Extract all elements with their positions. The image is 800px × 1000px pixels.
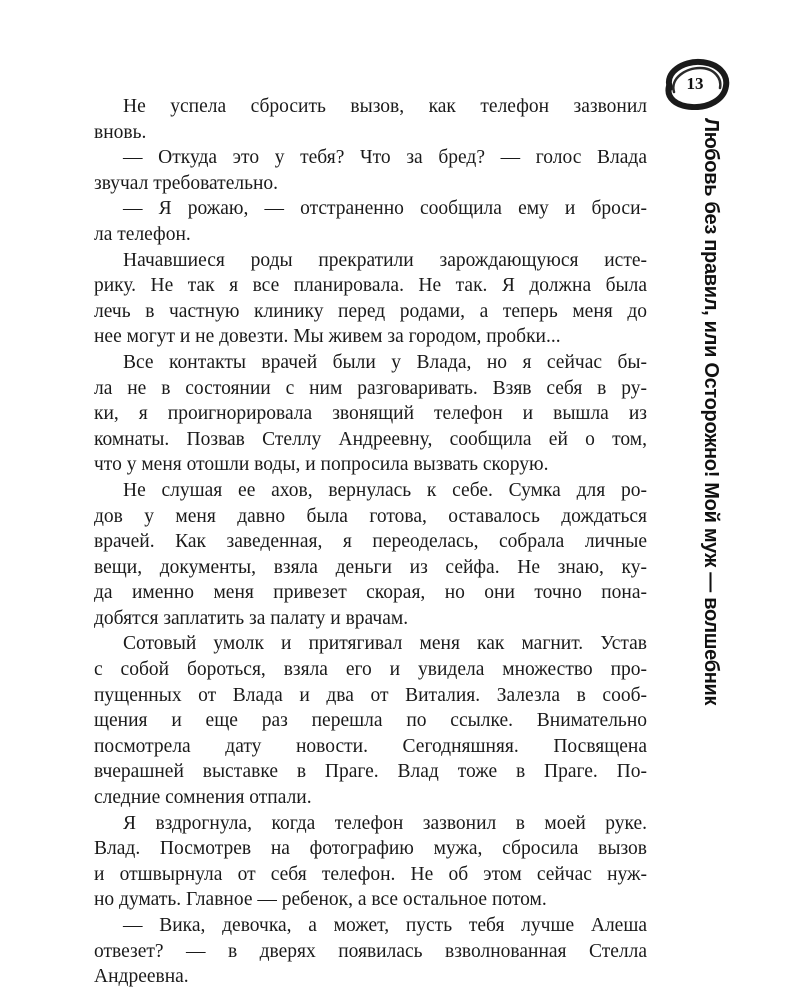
text-line: комнаты. Позвав Стеллу Андреевну, сообщила ей о том, bbox=[94, 428, 647, 450]
text-line: Все контакты врачей были у Влада, но я сейчас бы- bbox=[123, 351, 647, 373]
text-line: щения и еще раз перешла по ссылке. Внимательно bbox=[94, 710, 647, 732]
text-line: Не успела сбросить вызов, как телефон зазвонил bbox=[123, 96, 647, 117]
text-line: Андреевна. bbox=[94, 966, 189, 988]
text-line: добятся заплатить за палату и врачам. bbox=[94, 607, 409, 629]
text-line: лечь в частную клинику перед родами, а теперь меня до bbox=[94, 300, 647, 322]
text-line: — Я рожаю, — отстраненно сообщила ему и броси- bbox=[123, 198, 647, 220]
text-line: Начавшиеся роды прекратили зарождающуюся исте- bbox=[123, 249, 647, 271]
text-line: с собой бороться, взяла его и увидела множество про- bbox=[94, 659, 647, 681]
page-number: 13 bbox=[686, 74, 704, 93]
text-line: посмотрела дату новости. Сегодняшняя. Посвящена bbox=[94, 735, 647, 757]
text-line: что у меня отошли воды, и попросила вызвать скорую. bbox=[94, 454, 549, 476]
running-title: Любовь без правил, или Осторожно! Мой муж — волшебник bbox=[700, 118, 722, 706]
text-line: ла не в состоянии с ним разговаривать. Взяв себя в ру- bbox=[94, 377, 647, 399]
text-line: вещи, документы, взяла деньги из сейфа. Не знаю, ку- bbox=[94, 556, 647, 578]
text-line: да именно меня привезет скорая, но они точно пона- bbox=[94, 582, 647, 604]
text-line: вчерашней выставке в Праге. Влад тоже в Праге. По- bbox=[94, 761, 647, 783]
body-text bbox=[94, 94, 647, 990]
text-line: и отшвырнула от себя телефон. Не об этом сейчас нуж- bbox=[94, 863, 647, 885]
text-line: но думать. Главное — ребенок, а все остальное потом. bbox=[94, 889, 547, 911]
text-line: пущенных от Влада и два от Виталия. Залезла в сооб- bbox=[94, 684, 647, 706]
text-line: ла телефон. bbox=[94, 223, 191, 245]
text-line: рику. Не так я все планировала. Не так. Я должна была bbox=[94, 275, 647, 297]
text-line: врачей. Как заведенная, я переоделась, собрала личные bbox=[94, 531, 647, 553]
text-line: вновь. bbox=[94, 121, 147, 143]
text-line: дов у меня давно была готова, оставалось дождаться bbox=[94, 505, 647, 527]
text-line: — Откуда это у тебя? Что за бред? — голос Влада bbox=[123, 147, 647, 169]
text-line: звучал требовательно. bbox=[94, 172, 279, 194]
text-line: Сотовый умолк и притягивал меня как магнит. Устав bbox=[123, 633, 647, 655]
page-number-badge bbox=[660, 58, 730, 110]
text-line: нее могут и не довезти. Мы живем за городом, пробки... bbox=[94, 326, 561, 348]
text-line: — Вика, девочка, а может, пусть тебя лучше Алеша bbox=[123, 915, 647, 936]
text-line: Влад. Посмотрев на фотографию мужа, сбросила вызов bbox=[94, 838, 647, 860]
text-line: ки, я проигнорировала звонящий телефон и вышла из bbox=[94, 403, 647, 425]
text-line: отвезет? — в дверях появилась взволнованная Стелла bbox=[94, 940, 647, 962]
text-line: Я вздрогнула, когда телефон зазвонил в моей руке. bbox=[123, 812, 647, 834]
text-line: следние сомнения отпали. bbox=[94, 787, 312, 809]
text-line: Не слушая ее ахов, вернулась к себе. Сумка для ро- bbox=[123, 479, 647, 501]
